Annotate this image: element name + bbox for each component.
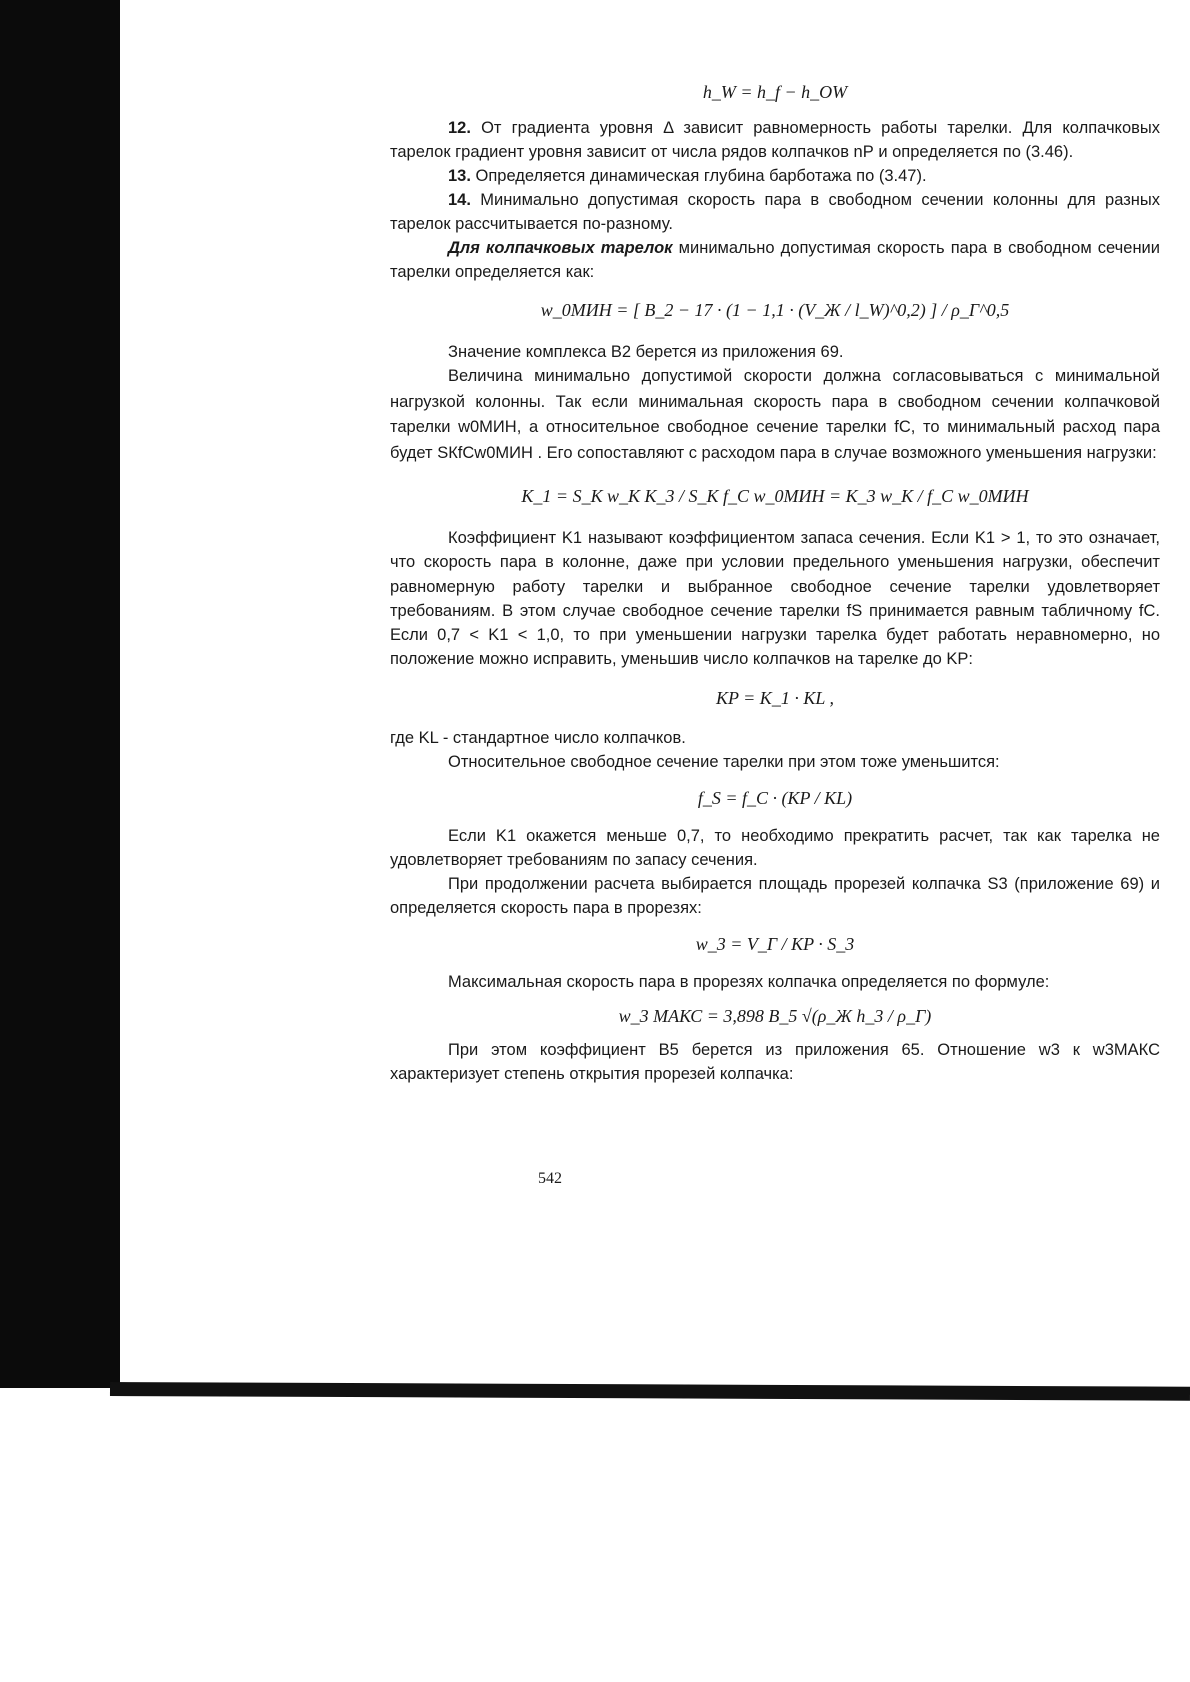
formula-w3: w_3 = V_Г / KP · S_3	[695, 933, 855, 954]
item-number: 14.	[448, 191, 471, 209]
item-number: 13.	[448, 167, 471, 185]
paragraph-text: Определяется динамическая глубина барботажа по (3.47).	[475, 167, 927, 185]
item-number: 12.	[448, 119, 471, 137]
formula-fs: f_S = f_C · (KP / KL)	[697, 787, 853, 808]
paragraph-k1-small: Если K1 окажется меньше 0,7, то необходимо прекратить расчет, так как тарелка не удовлетворяет требованиям по запасу сечения.	[390, 826, 1160, 869]
paragraph-12	[390, 116, 1160, 164]
paragraph-relative-section: Относительное свободное сечение тарелки при этом тоже уменьшится:	[448, 752, 1000, 771]
formula-kp: KP = K_1 · KL ,	[715, 687, 835, 708]
paragraph-bubble-cap	[390, 236, 1160, 284]
paragraph-max-speed: Максимальная скорость пара в прорезях колпачка определяется по формуле:	[448, 972, 1050, 991]
paragraph-k1: Коэффициент K1 называют коэффициентом запаса сечения. Если K1 > 1, то это означает, что скорость пара в колонне, даже при условии предельного уменьшения нагрузки, обеспечит равномерную работу тарелки и выбранное свободное сечение тарелки удовлетворяет требованиям. В этом случае свободное сечение тарелки fS принимается равным табличному fC. Если 0,7 < K1 < 1,0, то при уменьшении нагрузки тарелка будет работать неравномерно, но положение можно исправить, уменьшив число колпачков на тарелке до KP:	[390, 529, 1160, 669]
paragraph-14	[390, 188, 1160, 236]
paragraph-b2: Значение комплекса B2 берется из приложения 69.	[448, 343, 844, 361]
formula-k1: K_1 = S_К w_К K_3 / S_К f_С w_0МИН = K_3 w_К / f_С w_0МИН	[521, 486, 1029, 506]
formula-h-w: h_W = h_f − h_OW	[702, 82, 848, 102]
paragraph-text: От градиента уровня Δ зависит равномерность работы тарелки. Для колпачковых тарелок градиент уровня зависит от числа рядов колпачков nР и определяется по (3.46).	[390, 119, 1160, 161]
scan-bottom-shadow	[110, 1382, 1190, 1401]
page-number: 542	[538, 1170, 562, 1187]
paragraph-b5: При этом коэффициент B5 берется из приложения 65. Отношение w3 к w3МАКС характеризует степень открытия прорезей колпачка:	[390, 1040, 1160, 1083]
paragraph-13	[390, 164, 1160, 188]
paragraph-text: Минимально допустимая скорость пара в свободном сечении колонны для разных тарелок рассчитывается по-разному.	[390, 191, 1160, 233]
paragraph-min-speed: Величина минимально допустимой скорости должна согласовываться с минимальной нагрузкой колонны. Так если минимальная скорость пара в свободном сечении колпачковой тарелки w0МИН, а относительное свободное сечение тарелки fC, то минимальный расход пара будет SКfСw0МИН . Его сопоставляют с расходом пара в случае возможного уменьшения нагрузки:	[390, 367, 1160, 462]
formula-w-min: w_0МИН = [ B_2 − 17 · (1 − 1,1 · (V_Ж / l_W)^0,2) ] / ρ_Г^0,5	[540, 300, 1010, 320]
page-body	[390, 80, 1160, 1086]
paragraph-s3: При продолжении расчета выбирается площадь прорезей колпачка S3 (приложение 69) и определяется скорость пара в прорезях:	[390, 874, 1160, 917]
paragraph-text: минимально допустимая скорость пара в свободном сечении тарелки определяется как:	[390, 239, 1160, 281]
paragraph-kl: где KL - стандартное число колпачков.	[390, 728, 686, 747]
formula-w3-max: w_3 МАКС = 3,898 B_5 √(ρ_Ж h_3 / ρ_Г)	[618, 1005, 932, 1026]
emphasis-lead: Для колпачковых тарелок	[448, 239, 673, 257]
